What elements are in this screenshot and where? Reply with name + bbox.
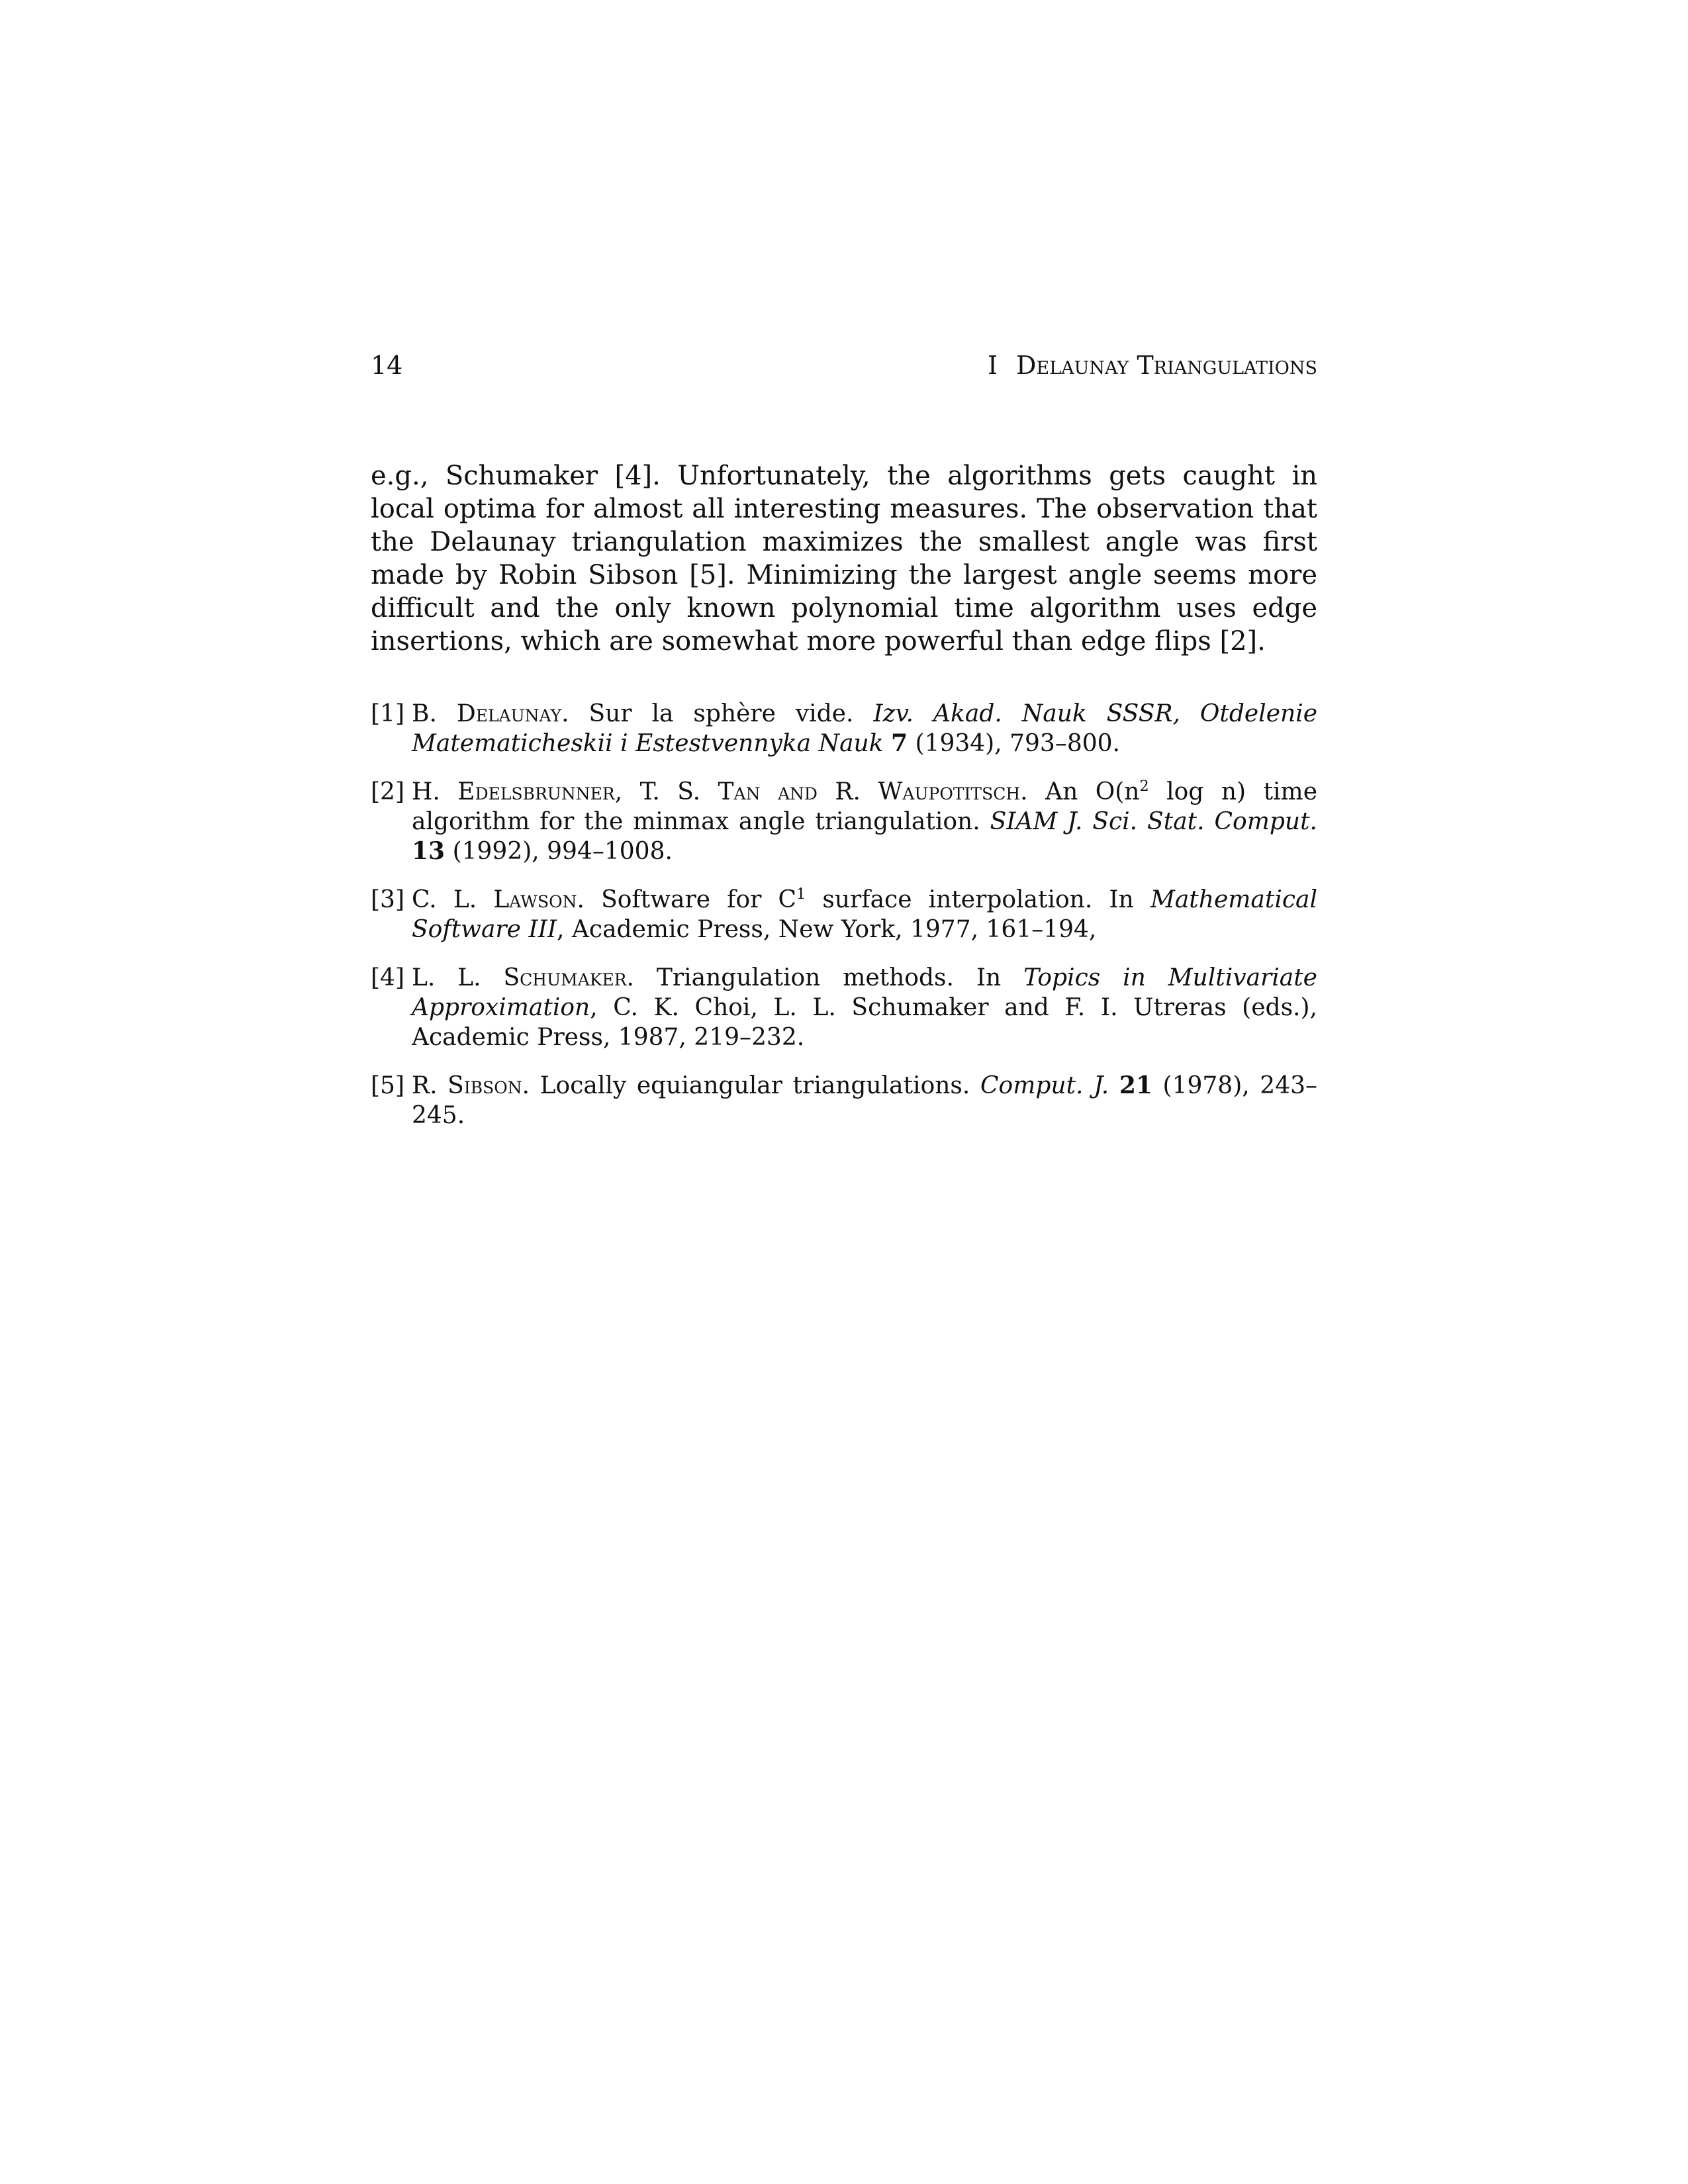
reference-text: H. Edelsbrunner, T. S. Tan and R. Waupotitsch. An $O(n^2$ log n) time algorithm for the minmax angle triangulation. SIAM J. Sci. Stat. Comput. 13 (1992), 994–1008. [412,778,1317,865]
reference-venue: Mathematical Software III [412,886,1317,943]
body-paragraph: e.g., Schumaker [4]. Unfortunately, the algorithms gets caught in local optima for almost all interesting measures. The observation that the Delaunay triangulation maximizes the smallest angle was first made by Robin Sibson [5]. Minimizing the largest angle seems more difficult and the only known polynomial time algorithm uses edge insertions, which are somewhat more powerful than edge flips [2]. [371,461,1317,657]
reference-title-end: log n) time algorithm for the minmax angle triangulation. [412,778,1317,835]
reference-authors: L. L. Schumaker [412,964,627,991]
running-head [988,349,1317,381]
reference-title: Triangulation methods. In [656,964,1002,991]
reference-label: [5] [371,1072,404,1099]
reference-item [371,885,1317,944]
reference-title-superscript: 2 [1139,778,1149,795]
reference-title-superscript: 1 [796,886,806,903]
reference-label: [3] [371,886,404,913]
reference-volume: 13 [412,837,445,865]
reference-title-start: Software for C [601,886,797,913]
reference-title: Locally equiangular triangulations. [539,1072,970,1099]
reference-details: (1992), 994–1008. [452,838,673,865]
reference-item [371,1071,1317,1130]
reference-text: C. L. Lawson. Software for $C^1$ surface interpolation. In Mathematical Software III, Academic Press, New York, 1977, 161–194, [412,886,1317,943]
reference-list [371,699,1317,1149]
reference-authors: C. L. Lawson [412,886,577,913]
reference-venue: SIAM J. Sci. Stat. Comput. [990,808,1317,835]
reference-item [371,963,1317,1052]
reference-venue: Topics in Multivariate Approximation [412,964,1317,1021]
reference-title: Sur la sphère vide. [588,700,854,727]
reference-title-end: surface interpolation. In [806,886,1134,913]
reference-volume: 21 [1119,1071,1152,1099]
reference-venue: Comput. J. [980,1072,1109,1099]
reference-authors: H. Edelsbrunner, T. S. Tan and R. Waupotitsch [412,778,1021,805]
reference-text: L. L. Schumaker. Triangulation methods. In Topics in Multivariate Approximation, C. K. Choi, L. L. Schumaker and F. I. Utreras (eds.), Academic Press, 1987, 219–232. [412,964,1317,1051]
reference-volume: 7 [891,729,908,757]
reference-details: (1978), 243–245. [412,1072,1318,1129]
reference-label: [4] [371,964,404,991]
reference-details: , Academic Press, New York, 1977, 161–194, [557,916,1097,943]
reference-details: , C. K. Choi, L. L. Schumaker and F. I. Utreras (eds.), Academic Press, 1987, 219–232. [412,994,1317,1051]
reference-title-start: An O(n [1045,778,1140,805]
reference-details: (1934), 793–800. [915,730,1120,757]
page-number: 14 [371,351,403,380]
chapter-numeral: I [988,351,998,380]
reference-item [371,777,1317,866]
reference-venue: Izv. Akad. Nauk SSSR, Otdelenie Matematicheskii i Estestvennyka Nauk [412,700,1317,757]
reference-label: [2] [371,778,404,805]
chapter-title: Delaunay Triangulations [1016,351,1317,380]
reference-authors: B. Delaunay [412,700,562,727]
reference-item [371,699,1317,758]
reference-authors: R. Sibson [412,1072,522,1099]
reference-title [601,886,1134,913]
reference-label: [1] [371,700,404,727]
reference-text: B. Delaunay. Sur la sphère vide. Izv. Akad. Nauk SSSR, Otdelenie Matematicheskii i Estestvennyka Nauk 7 (1934), 793–800. [412,700,1317,757]
reference-text: R. Sibson. Locally equiangular triangulations. Comput. J. 21 (1978), 243–245. [412,1071,1318,1129]
